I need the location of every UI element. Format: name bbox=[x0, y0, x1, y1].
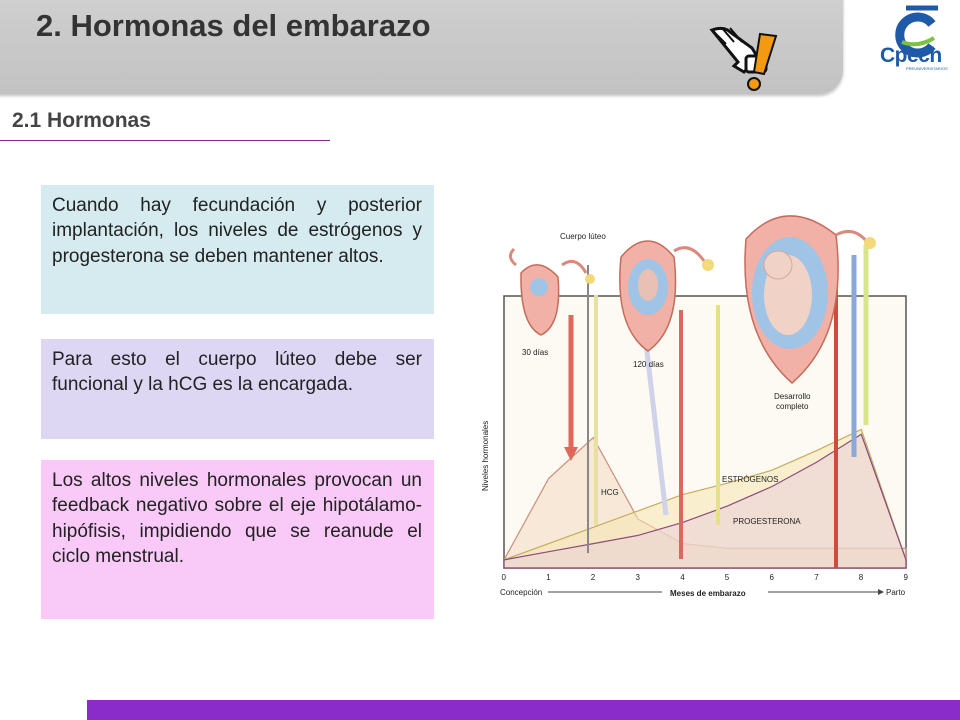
x-tick-label: 6 bbox=[769, 573, 774, 582]
pregnancy-hormones-figure bbox=[476, 195, 926, 605]
info-box-feedback: Los altos niveles hormonales provocan un feedback negativo sobre el eje hipotálamo-hipófisis, impidiendo que se reanude el ciclo menstrual. bbox=[41, 460, 434, 619]
label-concepcion: Concepción bbox=[500, 588, 543, 597]
label-parto: Parto bbox=[886, 588, 906, 597]
x-arrow-head bbox=[878, 589, 884, 595]
x-tick-label: 8 bbox=[858, 573, 864, 582]
x-tick-label: 7 bbox=[814, 573, 819, 582]
info-box-fecundation: Cuando hay fecundación y posterior implantación, los niveles de estrógenos y progesterona se deben mantener altos. bbox=[41, 185, 434, 314]
x-tick-label: 3 bbox=[635, 573, 640, 582]
x-tick-label: 9 bbox=[903, 573, 908, 582]
estrogens-label: ESTRÓGENOS bbox=[722, 475, 779, 484]
section-divider bbox=[0, 140, 330, 141]
page-title: 2. Hormonas del embarazo bbox=[36, 8, 431, 43]
bottom-bar bbox=[87, 700, 960, 720]
label-30-dias: 30 días bbox=[522, 348, 549, 357]
x-tick-label: 1 bbox=[546, 573, 551, 582]
label-desarrollo: Desarrollo bbox=[774, 392, 811, 401]
x-tick-label: 4 bbox=[680, 573, 685, 582]
y-axis-label: Niveles hormonales bbox=[481, 420, 490, 491]
section-title: 2.1 Hormonas bbox=[12, 109, 151, 132]
x-tick-label: 5 bbox=[724, 573, 730, 582]
label-120-dias: 120 días bbox=[633, 360, 664, 369]
logo-text: Cpech bbox=[880, 44, 942, 67]
pointing-hand-icon bbox=[700, 14, 784, 98]
hcg-label: HCG bbox=[601, 488, 619, 497]
info-box-corpus-luteum: Para esto el cuerpo lúteo debe ser funcional y la hCG es la encargada. bbox=[41, 339, 434, 439]
logo-subtext: PREUNIVERSITARIOS bbox=[906, 66, 948, 71]
x-axis-label: Meses de embarazo bbox=[670, 589, 746, 598]
label-cuerpo-luteo: Cuerpo lúteo bbox=[560, 232, 606, 241]
x-axis-ticks bbox=[502, 573, 909, 582]
x-tick-label: 2 bbox=[590, 573, 596, 582]
label-completo: completo bbox=[776, 402, 809, 411]
x-tick-label: 0 bbox=[501, 573, 506, 582]
progesterone-label: PROGESTERONA bbox=[733, 517, 801, 526]
